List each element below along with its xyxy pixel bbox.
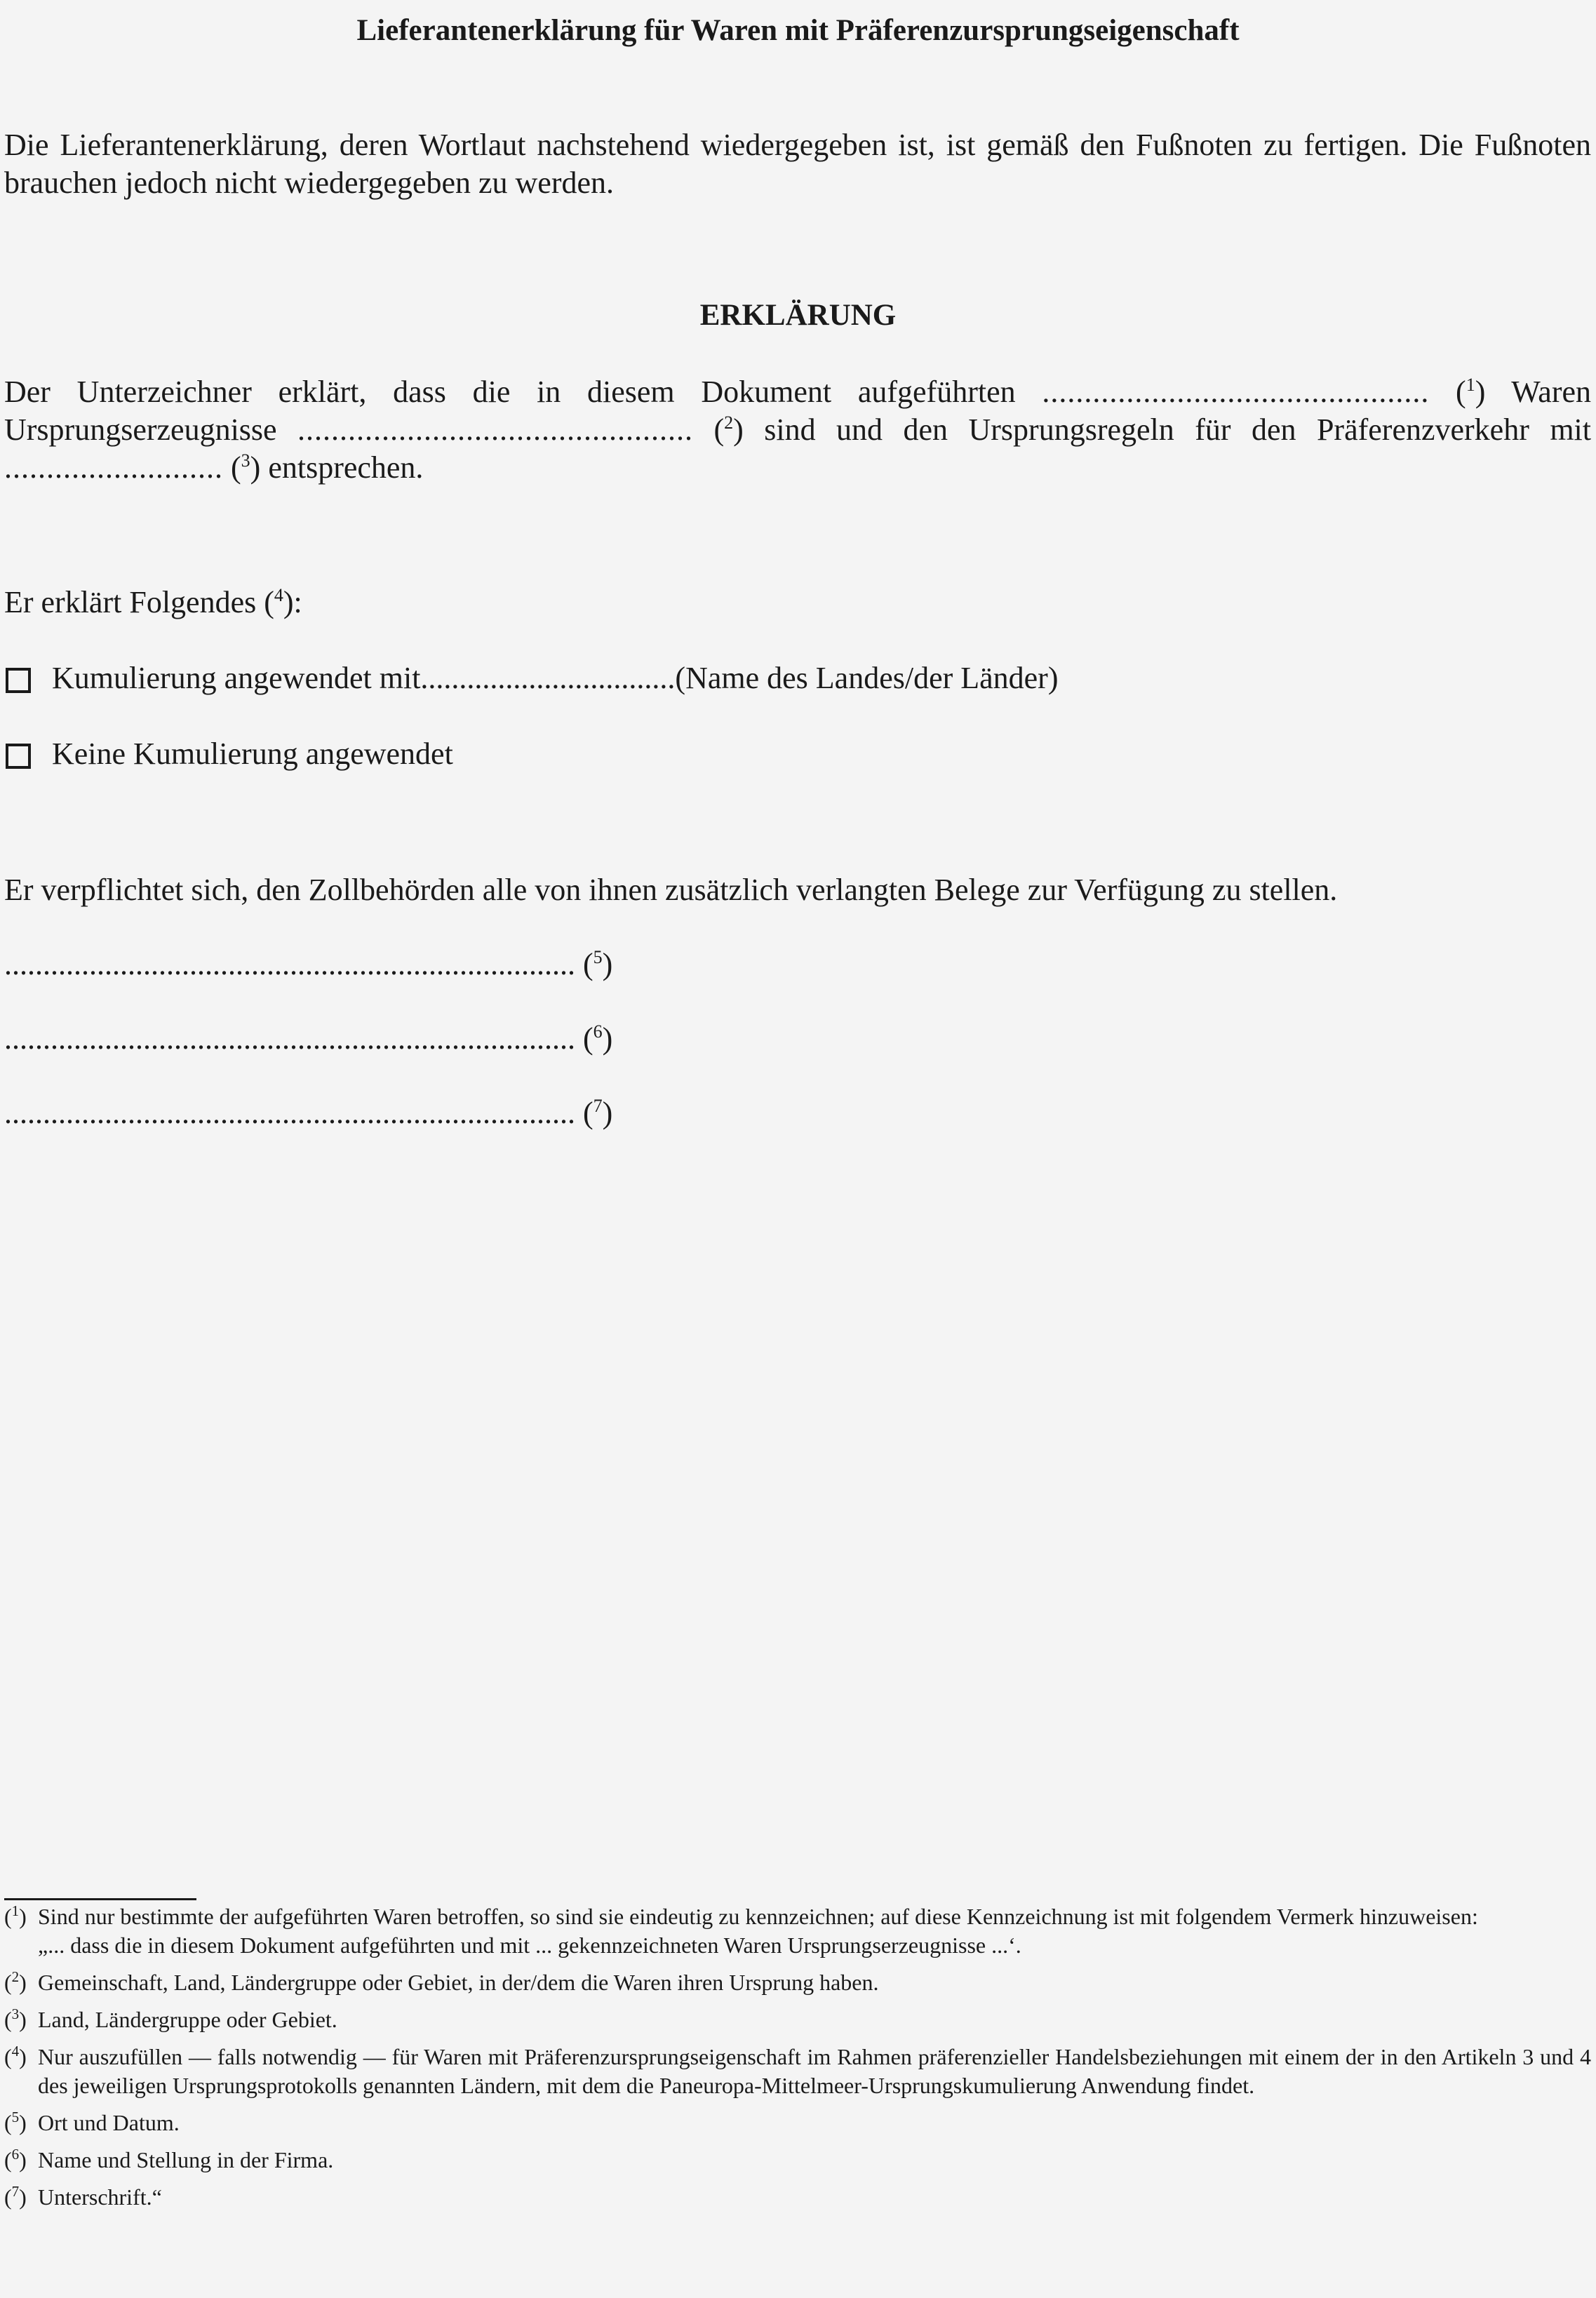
footnote-6	[4, 2146, 1591, 2175]
following-end: ):	[283, 585, 302, 619]
blank-field-signature[interactable]: ..........................................................................	[4, 1096, 575, 1130]
footnote-5	[4, 2109, 1591, 2137]
footnote-text: Land, Ländergruppe oder Gebiet.	[38, 2007, 337, 2032]
signature-line-name-position: .......................................................................... ($^6$)	[4, 1021, 613, 1056]
footnote-text: Unterschrift.“	[38, 2184, 162, 2210]
blank-field-name-position[interactable]: ..........................................................................	[4, 1021, 575, 1056]
option-suffix-country-name: (Name des Landes/der Länder)	[675, 661, 1059, 695]
declaration-text-3: sind und den Ursprungsregeln für den Präferenzverkehr mit	[743, 412, 1591, 447]
footnote-ref-4: 4	[274, 585, 283, 605]
footnote-ref-5: 5	[593, 947, 603, 967]
footnote-ref-3: 3	[241, 450, 250, 471]
footnote-4	[4, 2043, 1591, 2100]
footnote-number: ($^5$)	[4, 2109, 27, 2135]
blank-field-goods[interactable]: ..............................................	[1042, 375, 1430, 409]
footnote-number: ($^2$)	[4, 1968, 27, 1995]
footnote-divider	[4, 1898, 196, 1900]
checkbox-no-cumulation[interactable]	[6, 744, 31, 769]
footnote-text: Name und Stellung in der Firma.	[38, 2147, 334, 2172]
footnote-number: ($^3$)	[4, 2005, 27, 2032]
footnote-ref-1: 1	[1466, 375, 1475, 395]
intro-paragraph: Die Lieferantenerklärung, deren Wortlaut nachstehend wiedergegeben ist, ist gemäß den Fußnoten zu fertigen. Die Fußnoten brauchen jedoch nicht wiedergegeben zu werden.	[4, 128, 1591, 200]
footnote-3	[4, 2005, 1591, 2034]
declaration-paragraph: Der Unterzeichner erklärt, dass die in diesem Dokument aufgeführten .............................................. ($^1$) Waren Ursprungserzeugnisse ............................................... ($^2$) sind und den Ursprungsregeln für den Präferenzverkehr mit .......................... ($^3$) entsprechen.	[4, 375, 1591, 485]
option-no-cumulation	[6, 735, 453, 773]
footnote-text: Sind nur bestimmte der aufgeführten Waren betroffen, so sind sie eindeutig zu kennzeichnen; auf diese Kennzeichnung ist mit folgendem Vermerk hinzuweisen: „... dass die in diesem Dokument aufgeführten und mit ... gekennzeichneten Waren Ursprungserzeugnisse ...‘.	[38, 1902, 1591, 1960]
document-title: Lieferantenerklärung für Waren mit Präferenzursprungseigenschaft	[356, 14, 1240, 47]
following-line	[4, 584, 302, 621]
footnote-number: ($^7$)	[4, 2183, 27, 2210]
declaration-text-4: entsprechen.	[260, 450, 424, 485]
commitment-paragraph: Er verpflichtet sich, den Zollbehörden alle von ihnen zusätzlich verlangten Belege zur Verfügung zu stellen.	[4, 873, 1338, 907]
footnote-number: ($^4$)	[4, 2043, 27, 2069]
following-text: Er erklärt Folgendes (	[4, 585, 274, 619]
blank-field-place-date[interactable]: ..........................................................................	[4, 947, 575, 981]
option-label-no-cumulation: Keine Kumulierung angewendet	[52, 737, 453, 771]
footnote-text: Nur auszufüllen — falls notwendig — für Waren mit Präferenzursprungseigenschaft im Rahmen präferenzieller Handelsbeziehungen mit einem der in den Artikeln 3 und 4 des jeweiligen Ursprungsprotokolls genannten Ländern, mit dem die Paneuropa-Mittelmeer-Ursprungskumulierung Anwendung findet.	[38, 2044, 1591, 2098]
declaration-heading: ERKLÄRUNG	[699, 299, 897, 332]
footnote-7	[4, 2183, 1591, 2212]
footnote-ref-7: 7	[593, 1096, 603, 1116]
footnote-text: Ort und Datum.	[38, 2110, 180, 2135]
footnote-text: Gemeinschaft, Land, Ländergruppe oder Gebiet, in der/dem die Waren ihren Ursprung haben.	[38, 1970, 879, 1995]
signature-line-signature: .......................................................................... ($^7$)	[4, 1096, 613, 1130]
footnotes-section	[4, 1902, 1591, 2220]
footnote-number: ($^1$)	[4, 1902, 27, 1929]
footnote-ref-2: 2	[724, 412, 734, 433]
blank-field-origin[interactable]: ...............................................	[297, 412, 694, 447]
checkbox-cumulation-applied[interactable]	[6, 668, 31, 693]
blank-field-cumulation-countries[interactable]: .................................	[420, 661, 676, 695]
blank-field-country[interactable]: ..........................	[4, 450, 223, 485]
signature-line-place-date: .......................................................................... ($^5$)	[4, 947, 613, 981]
footnote-2	[4, 1968, 1591, 1997]
declaration-text-2: Waren Ursprungserzeugnisse	[4, 375, 1591, 447]
option-cumulation-applied	[6, 659, 1059, 697]
footnote-quote: „... dass die in diesem Dokument aufgeführten und mit ... gekennzeichneten Waren Ursprungserzeugnisse ...‘.	[38, 1933, 1021, 1958]
option-label-cumulation-applied: Kumulierung angewendet mit	[52, 661, 421, 695]
footnote-ref-6: 6	[593, 1021, 603, 1042]
declaration-text-1: Der Unterzeichner erklärt, dass die in diesem Dokument aufgeführten	[4, 375, 1042, 409]
footnote-1	[4, 1902, 1591, 1960]
footnote-number: ($^6$)	[4, 2146, 27, 2172]
